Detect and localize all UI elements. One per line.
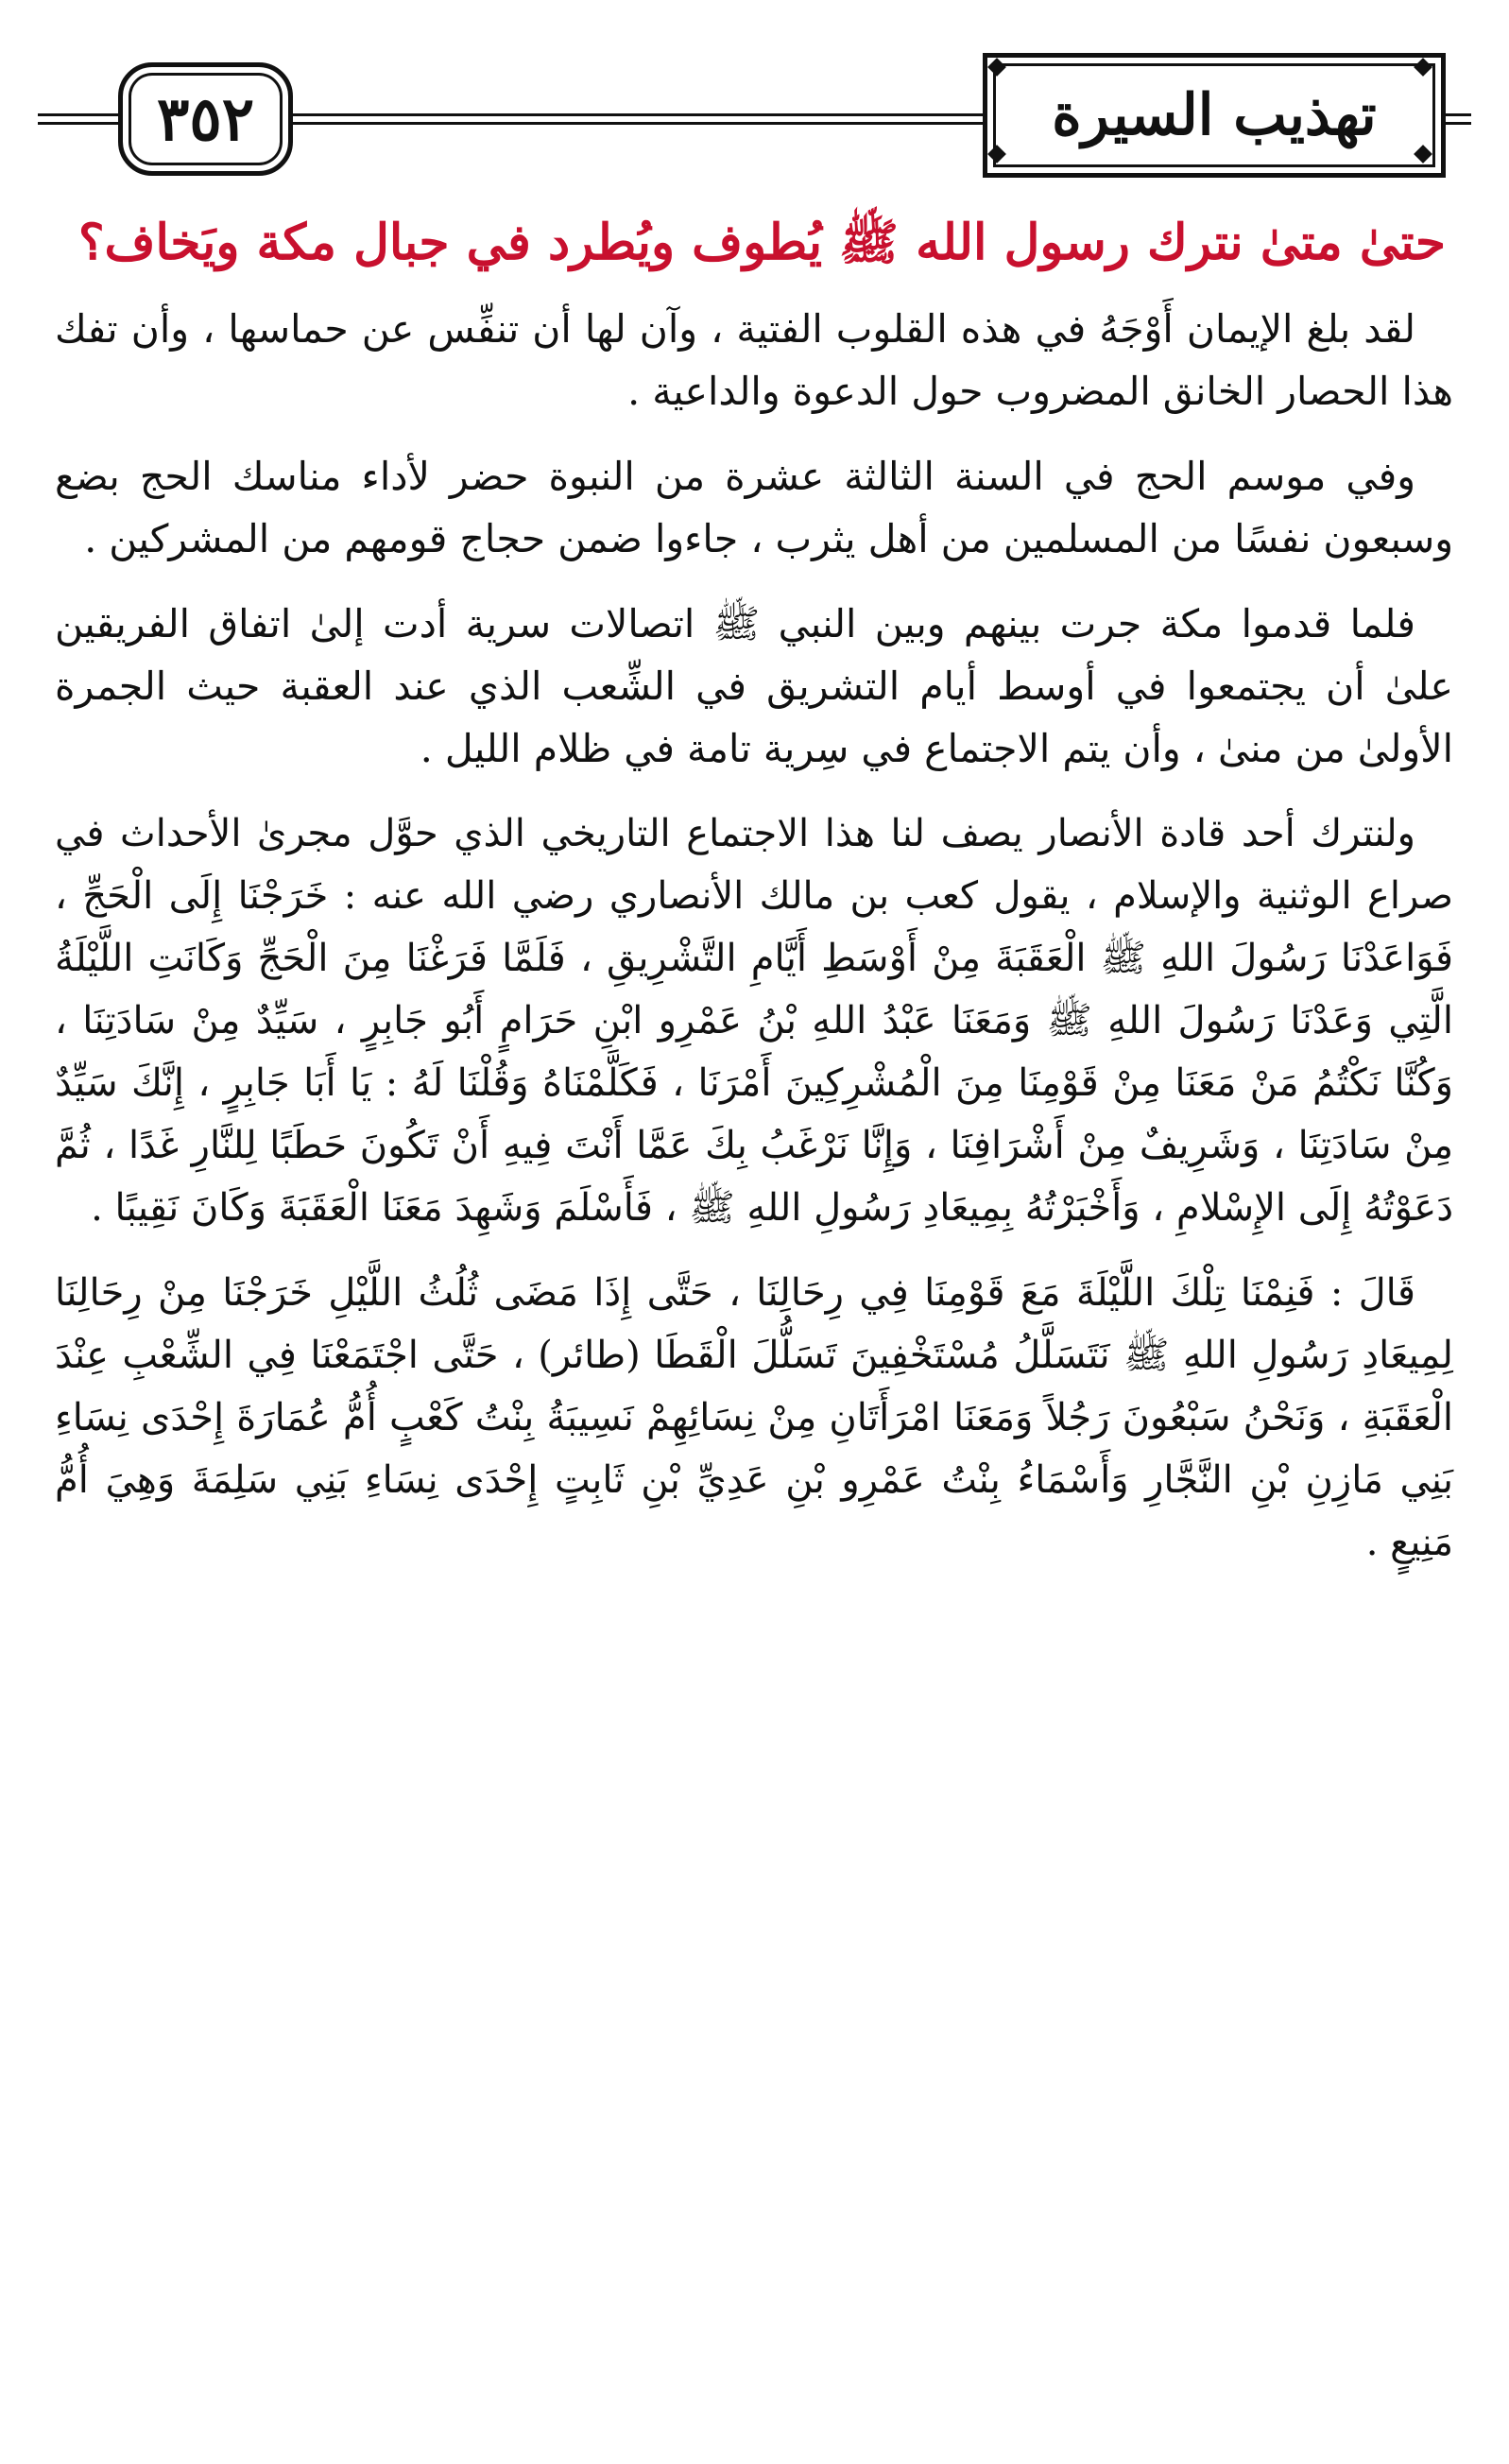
- paragraph: قَالَ : فَنِمْنَا تِلْكَ اللَّيْلَةَ مَعَ قَوْمِنَا فِي رِحَالِنَا ، حَتَّى إِذَا مَضَى ثُلُثُ اللَّيْلِ خَرَجْنَا مِنْ رِحَالِنَا لِمِيعَادِ رَسُولِ اللهِ ﷺ نَتَسَلَّلُ مُسْتَخْفِينَ تَسَلُّلَ الْقَطَا (طائر) ، حَتَّى اجْتَمَعْنَا فِي الشِّعْبِ عِنْدَ الْعَقَبَةِ ، وَنَحْنُ سَبْعُونَ رَجُلاً وَمَعَنَا امْرَأَتَانِ مِنْ نِسَائِهِمْ نَسِيبَةُ بِنْتُ كَعْبٍ أُمُّ عُمَارَةَ إِحْدَى نِسَاءِ بَنِي مَازِنِ بْنِ النَّجَّارِ وَأَسْمَاءُ بِنْتُ عَمْرِو بْنِ عَدِيِّ بْنِ ثَابِتٍ إِحْدَى نِسَاءِ بَنِي سَلِمَةَ وَهِيَ أُمُّ مَنِيعٍ .: [55, 1271, 1453, 1564]
- paragraph: لقد بلغ الإيمان أَوْجَهُ في هذه القلوب الفتية ، وآن لها أن تنفِّس عن حماسها ، وأن تفك هذا الحصار الخانق المضروب حول الدعوة والداعية .: [55, 306, 1453, 414]
- paragraph: وفي موسم الحج في السنة الثالثة عشرة من النبوة حضر لأداء مناسك الحج بضع وسبعون نفسًا من المسلمين من أهل يثرب ، جاءوا ضمن حجاج قومهم من المشركين .: [55, 454, 1453, 561]
- paragraph: ولنترك أحد قادة الأنصار يصف لنا هذا الاجتماع التاريخي الذي حوَّل مجرىٰ الأحداث في صراع الوثنية والإسلام ، يقول كعب بن مالك الأنصاري رضي الله عنه : خَرَجْنَا إِلَى الْحَجِّ ، فَوَاعَدْنَا رَسُولَ اللهِ ﷺ الْعَقَبَةَ مِنْ أَوْسَطِ أَيَّامِ التَّشْرِيقِ ، فَلَمَّا فَرَغْنَا مِنَ الْحَجِّ وَكَانَتِ اللَّيْلَةُ الَّتِي وَعَدْنَا رَسُولَ اللهِ ﷺ وَمَعَنَا عَبْدُ اللهِ بْنُ عَمْرِو ابْنِ حَرَامٍ أَبُو جَابِرٍ ، سَيِّدٌ مِنْ سَادَتِنَا ، وَكُنَّا نَكْتُمُ مَنْ مَعَنَا مِنْ قَوْمِنَا مِنَ الْمُشْرِكِينَ أَمْرَنَا ، فَكَلَّمْنَاهُ وَقُلْنَا لَهُ : يَا أَبَا جَابِرٍ ، إِنَّكَ سَيِّدٌ مِنْ سَادَتِنَا ، وَشَرِيفٌ مِنْ أَشْرَافِنَا ، وَإِنَّا نَرْغَبُ بِكَ عَمَّا أَنْتَ فِيهِ أَنْ تَكُونَ حَطَبًا لِلنَّارِ غَدًا ، ثُمَّ دَعَوْتُهُ إِلَى الإِسْلامِ ، وَأَخْبَرْتُهُ بِمِيعَادِ رَسُولِ اللهِ ﷺ ، فَأَسْلَمَ وَشَهِدَ مَعَنَا الْعَقَبَةَ وَكَانَ نَقِيبًا .: [55, 812, 1453, 1230]
- paragraph: فلما قدموا مكة جرت بينهم وبين النبي ﷺ اتصالات سرية أدت إلىٰ اتفاق الفريقين علىٰ أن يجتمعوا في أوسط أيام التشريق في الشِّعب الذي عند العقبة حيث الجمرة الأولىٰ من منىٰ ، وأن يتم الاجتماع في سِرية تامة في ظلام الليل .: [55, 601, 1453, 771]
- book-title: تهذيب السيرة: [983, 53, 1446, 178]
- page-header: [38, 45, 1471, 187]
- page-number: ٣٥٢: [118, 62, 293, 176]
- section-heading: حتىٰ متىٰ نترك رسول الله ﷺ يُطوف ويُطرد في جبال مكة ويَخاف؟: [77, 214, 1446, 271]
- header-rule-middle: [255, 113, 983, 125]
- body-text: [55, 298, 1453, 1596]
